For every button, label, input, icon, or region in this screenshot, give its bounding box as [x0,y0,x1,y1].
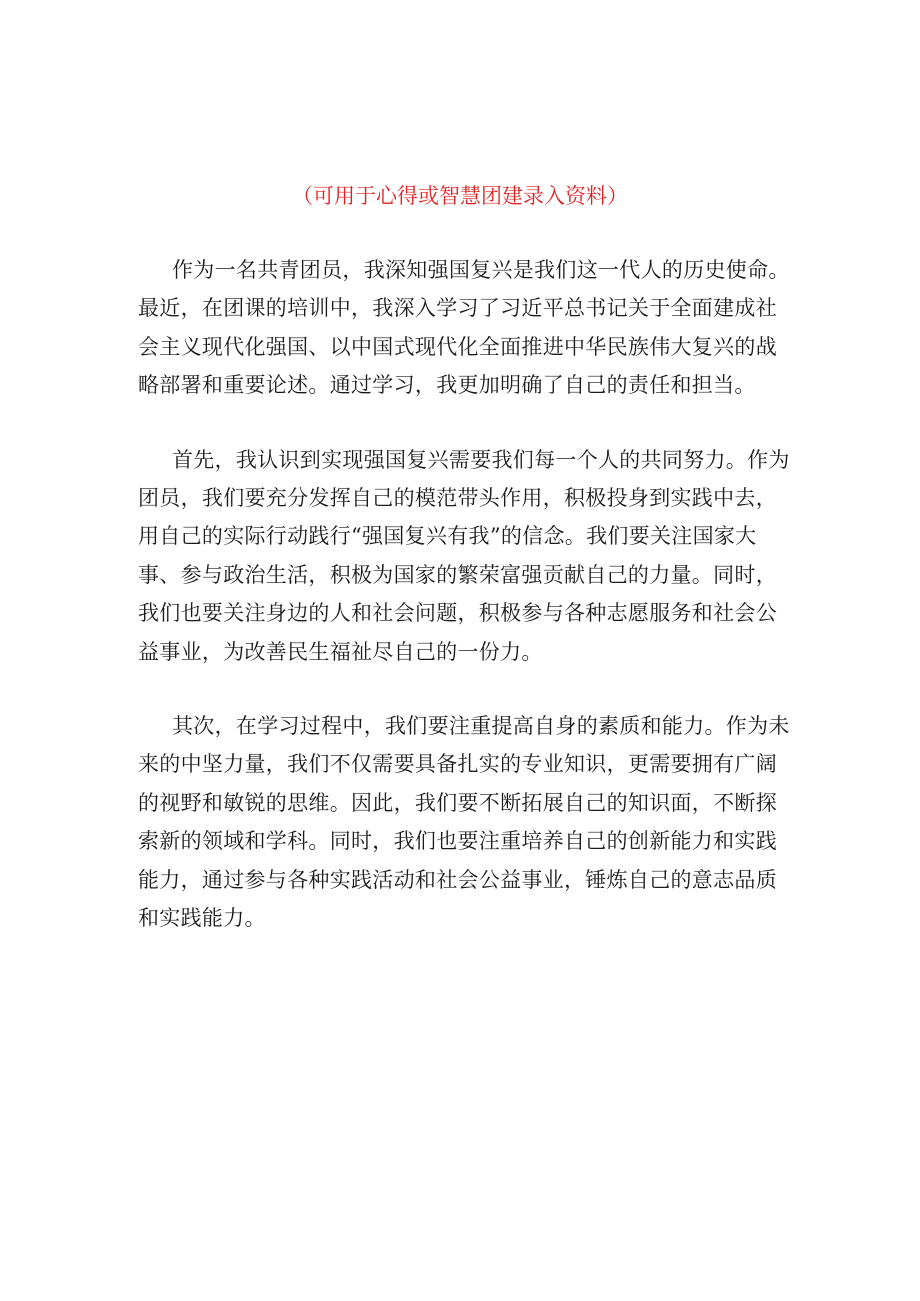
paragraph-3: 其次，在学习过程中，我们要注重提高自身的素质和能力。作为未 来的中坚力量，我们不仅需要具备扎实的专业知识，更需要拥有广阔 的视野和敏锐的思维。因此，我们要不断拓展自己的知识面，不断探 索新的领域和学科。同时，我们也要注重培养自己的创新能力和实践 能力，通过参与各种实践活动和社会公益事业，锤炼自己的意志品质 和实践能力。 [138,714,790,931]
document-body [138,251,806,974]
document-title: （可用于心得或智慧团建录入资料） [292,184,628,208]
paragraph-2: 首先，我认识到实现强国复兴需要我们每一个人的共同努力。作为 团员，我们要充分发挥自己的模范带头作用，积极投身到实践中去， 用自己的实际行动践行“强国复兴有我”的信念。我们要关注国家大 事、参与政治生活，积极为国家的繁荣富强贡献自己的力量。同时， 我们也要关注身边的人和社会问题，积极参与各种志愿服务和社会公 益事业，为改善民生福祉尽自己的一份力。 [138,447,790,664]
paragraph-1: 作为一名共青团员，我深知强国复兴是我们这一代人的历史使命。 最近，在团课的培训中，我深入学习了习近平总书记关于全面建成社 会主义现代化强国、以中国式现代化全面推进中华民族伟大复兴的战 略部署和重要论述。通过学习，我更加明确了自己的责任和担当。 [138,258,790,398]
